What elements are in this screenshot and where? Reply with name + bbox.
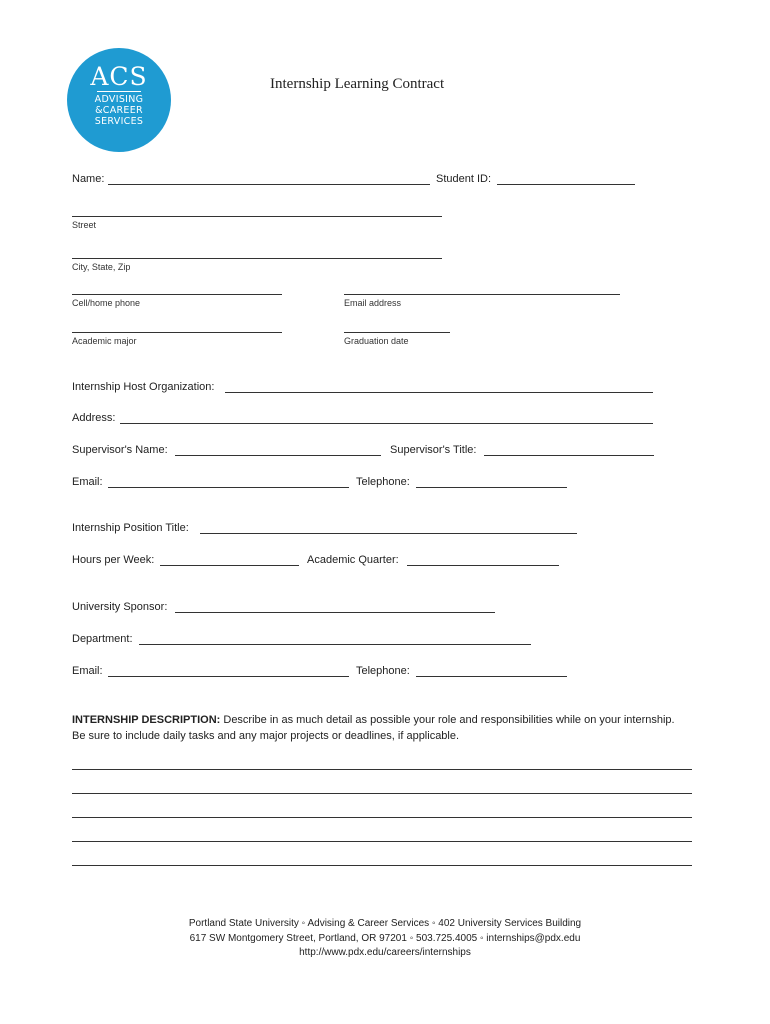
logo-line-1: ADVISING xyxy=(94,94,144,105)
academic-quarter-field[interactable] xyxy=(407,565,559,566)
description-heading: INTERNSHIP DESCRIPTION: xyxy=(72,714,221,726)
host-address-field[interactable] xyxy=(120,423,653,424)
page-title: Internship Learning Contract xyxy=(270,76,445,92)
phone-field[interactable] xyxy=(72,294,282,295)
department-field[interactable] xyxy=(139,644,531,645)
logo-acs-text: ACS xyxy=(90,62,148,91)
description-line-field[interactable] xyxy=(72,793,692,794)
description-line-field[interactable] xyxy=(72,841,692,842)
street-field[interactable] xyxy=(72,216,442,217)
logo-line-3: SERVICES xyxy=(94,116,144,127)
description-line-field[interactable] xyxy=(72,817,692,818)
city-state-zip-field[interactable] xyxy=(72,258,442,259)
host-email-field[interactable] xyxy=(108,487,349,488)
street-label: Street xyxy=(72,220,97,230)
student-id-field[interactable] xyxy=(497,184,635,185)
academic-major-field[interactable] xyxy=(72,332,282,333)
name-label: Name: xyxy=(72,173,105,185)
description-text-1: Describe in as much detail as possible your role and responsibilities while on your internship. xyxy=(223,714,675,726)
academic-quarter-label: Academic Quarter: xyxy=(307,554,399,566)
host-telephone-label: Telephone: xyxy=(356,476,410,488)
university-sponsor-label: University Sponsor: xyxy=(72,601,168,613)
host-org-field[interactable] xyxy=(225,392,653,393)
host-email-label: Email: xyxy=(72,476,103,488)
sponsor-email-field[interactable] xyxy=(108,676,349,677)
description-line-field[interactable] xyxy=(72,865,692,866)
department-label: Department: xyxy=(72,633,133,645)
internship-description xyxy=(72,712,702,744)
host-telephone-field[interactable] xyxy=(416,487,567,488)
position-title-field[interactable] xyxy=(200,533,577,534)
footer-address-line-2: 617 SW Montgomery Street, Portland, OR 97201 ◦ 503.725.4005 ◦ internships@pdx.edu xyxy=(189,933,581,944)
name-field[interactable] xyxy=(108,184,430,185)
academic-major-label: Academic major xyxy=(72,336,137,346)
supervisor-title-field[interactable] xyxy=(484,455,654,456)
host-org-label: Internship Host Organization: xyxy=(72,381,215,393)
supervisor-title-label: Supervisor's Title: xyxy=(390,444,477,456)
description-text-2: Be sure to include daily tasks and any major projects or deadlines, if applicable. xyxy=(72,730,460,742)
sponsor-email-label: Email: xyxy=(72,665,103,677)
logo-subtitle xyxy=(67,94,171,127)
position-title-label: Internship Position Title: xyxy=(72,522,189,534)
footer-url[interactable]: http://www.pdx.edu/careers/internships xyxy=(299,947,471,958)
supervisor-name-label: Supervisor's Name: xyxy=(72,444,168,456)
sponsor-telephone-field[interactable] xyxy=(416,676,567,677)
graduation-date-field[interactable] xyxy=(344,332,450,333)
graduation-date-label: Graduation date xyxy=(344,336,409,346)
hours-per-week-field[interactable] xyxy=(160,565,299,566)
phone-label: Cell/home phone xyxy=(72,298,141,308)
logo-rule xyxy=(97,91,141,92)
email-address-field[interactable] xyxy=(344,294,620,295)
logo-line-2: &CAREER xyxy=(95,105,143,116)
hours-per-week-label: Hours per Week: xyxy=(72,554,155,566)
host-address-label: Address: xyxy=(72,412,116,424)
email-address-label: Email address xyxy=(344,298,402,308)
description-line-1 xyxy=(72,712,702,728)
sponsor-telephone-label: Telephone: xyxy=(356,665,410,677)
footer-address-line-1: Portland State University ◦ Advising & Career Services ◦ 402 University Services Building xyxy=(188,918,582,929)
supervisor-name-field[interactable] xyxy=(175,455,381,456)
student-id-label: Student ID: xyxy=(436,173,492,185)
acs-logo xyxy=(67,48,171,152)
city-state-zip-label: City, State, Zip xyxy=(72,262,131,272)
university-sponsor-field[interactable] xyxy=(175,612,495,613)
description-line-field[interactable] xyxy=(72,769,692,770)
